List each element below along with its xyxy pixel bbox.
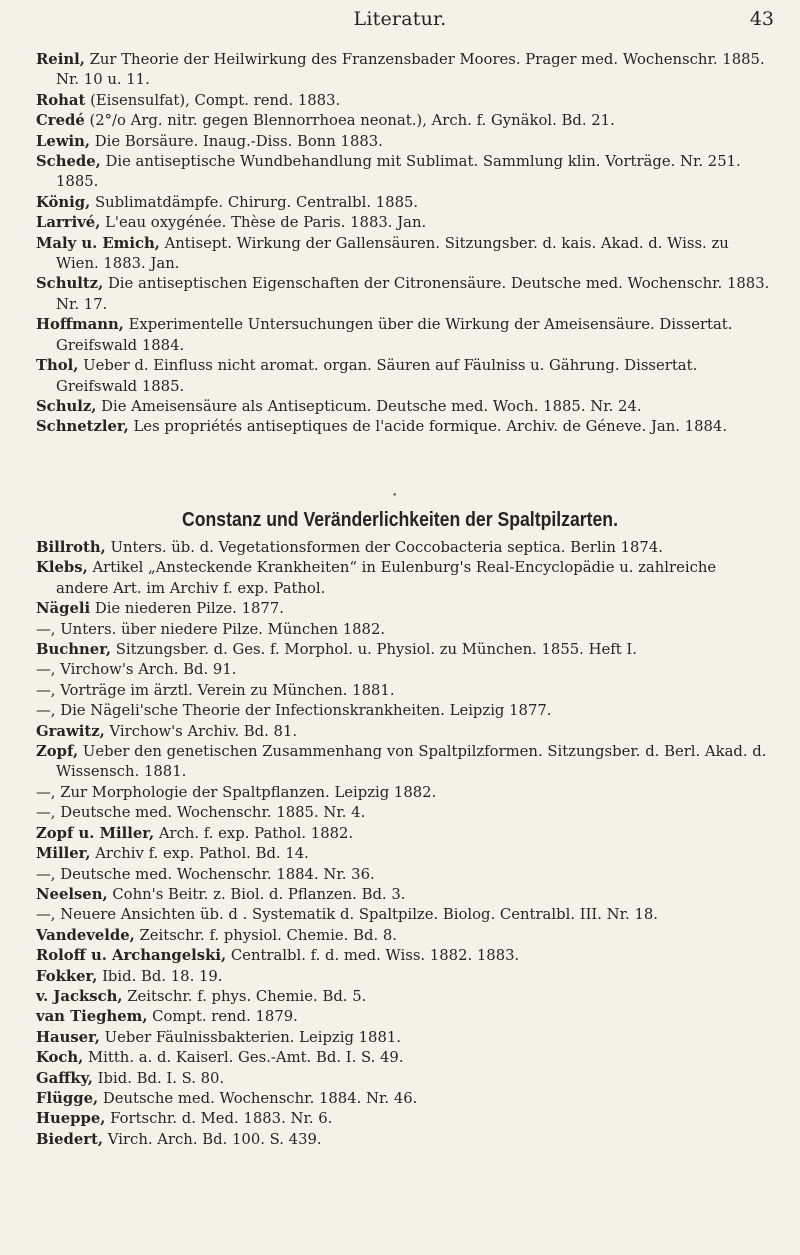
reference-entry	[36, 315, 772, 356]
reference-entry	[36, 967, 772, 987]
reference-text: Artikel „Ansteckende Krankheiten“ in Eulenburg's Real-Encyclopädie u. zahlreiche andere Art. im Archiv f. exp. Pathol.	[56, 559, 717, 597]
reference-author: Schulz,	[36, 397, 97, 415]
reference-entry	[36, 701, 772, 721]
reference-author: Maly u. Emich,	[36, 234, 160, 252]
reference-text: Deutsche med. Wochenschr. 1884. Nr. 46.	[98, 1089, 418, 1107]
reference-text: Sublimatdämpfe. Chirurg. Centralbl. 1885.	[90, 193, 419, 211]
reference-author: Reinl,	[36, 51, 85, 68]
reference-author: Hueppe,	[36, 1110, 106, 1128]
page-number: 43	[749, 8, 774, 30]
reference-text: —, Virchow's Arch. Bd. 91.	[36, 661, 237, 679]
reference-author: Fokker,	[36, 967, 98, 985]
reference-author: Schede,	[36, 153, 101, 171]
reference-text: Zeitschr. f. physiol. Chemie. Bd. 8.	[134, 926, 397, 944]
reference-text: Compt. rend. 1879.	[147, 1008, 298, 1026]
reference-text: Antisept. Wirkung der Gallensäuren. Sitzungsber. d. kais. Akad. d. Wiss. zu Wien. 1883. Jan.	[56, 234, 729, 273]
reference-entry	[36, 885, 772, 905]
reference-text: —, Vorträge im ärztl. Verein zu München. 1881.	[36, 681, 395, 699]
reference-author: Thol,	[36, 357, 79, 375]
reference-text: Ueber d. Einfluss nicht aromat. organ. Säuren auf Fäulniss u. Gährung. Dissertat. Greifswald 1885.	[56, 357, 698, 395]
reference-text: —, Zur Morphologie der Spaltpflanzen. Leipzig 1882.	[36, 783, 437, 801]
reference-author: Koch,	[36, 1049, 84, 1067]
running-title: Literatur.	[353, 8, 447, 30]
reference-author: Miller,	[36, 845, 91, 863]
reference-text: Fortschr. d. Med. 1883. Nr. 6.	[105, 1110, 333, 1128]
reference-text: —, Deutsche med. Wochenschr. 1884. Nr. 36.	[36, 865, 375, 883]
reference-entry	[36, 1007, 772, 1027]
reference-text: Die niederen Pilze. 1877.	[90, 600, 284, 618]
reference-author: v. Jacksch,	[36, 987, 123, 1005]
reference-text: Unters. üb. d. Vegetationsformen der Coccobacteria septica. Berlin 1874.	[105, 539, 663, 556]
reference-entry	[36, 844, 772, 864]
reference-text: Ueber den genetischen Zusammenhang von Spaltpilzformen. Sitzungsber. d. Berl. Akad. d. Wissensch. 1881.	[56, 743, 767, 781]
reference-entry	[36, 234, 772, 275]
reference-entry	[36, 111, 772, 131]
reference-text: Die Borsäure. Inaug.-Diss. Bonn 1883.	[90, 132, 383, 150]
reference-entry	[36, 783, 772, 803]
reference-entry	[36, 865, 772, 885]
reference-text: Les propriétés antiseptiques de l'acide formique. Archiv. de Géneve. Jan. 1884.	[128, 418, 728, 436]
reference-author: Hauser,	[36, 1028, 100, 1046]
reference-author: Biedert,	[36, 1130, 104, 1148]
reference-text: Ibid. Bd. 18. 19.	[97, 967, 223, 985]
reference-text: Ibid. Bd. I. S. 80.	[92, 1069, 225, 1087]
reference-entry	[36, 1028, 772, 1048]
reference-author: Hoffmann,	[36, 316, 124, 334]
reference-entry	[36, 91, 772, 111]
reference-entry	[36, 681, 772, 701]
reference-entry	[36, 193, 772, 213]
reference-text: Virchow's Archiv. Bd. 81.	[104, 722, 298, 740]
reference-entry	[36, 742, 772, 783]
reference-author: Lewin,	[36, 132, 91, 150]
reference-author: Zopf u. Miller,	[36, 824, 155, 842]
reference-text: L'eau oxygénée. Thèse de Paris. 1883. Jan.	[100, 214, 427, 232]
page-header	[0, 8, 800, 38]
reference-entry	[36, 640, 772, 660]
reference-entry	[36, 132, 772, 152]
reference-text: Mitth. a. d. Kaiserl. Ges.-Amt. Bd. I. S. 49.	[83, 1049, 404, 1067]
reference-text: (2°/o Arg. nitr. gegen Blennorrhoea neonat.), Arch. f. Gynäkol. Bd. 21.	[84, 112, 615, 130]
reference-text: —, Neuere Ansichten üb. d . Systematik d. Spaltpilze. Biolog. Centralbl. III. Nr. 18.	[36, 906, 658, 924]
reference-author: Rohat	[36, 91, 86, 109]
reference-author: Nägeli	[36, 600, 91, 618]
reference-text: Sitzungsber. d. Ges. f. Morphol. u. Physiol. zu München. 1855. Heft I.	[111, 641, 637, 659]
reference-author: Credé	[36, 112, 85, 130]
reference-text: —, Deutsche med. Wochenschr. 1885. Nr. 4.	[36, 804, 366, 822]
reference-entry	[36, 213, 772, 233]
reference-text: Die Ameisensäure als Antisepticum. Deutsche med. Woch. 1885. Nr. 24.	[96, 397, 642, 415]
reference-author: Gaffky,	[36, 1069, 93, 1087]
reference-author: van Tieghem,	[36, 1008, 148, 1026]
reference-text: —, Unters. über niedere Pilze. München 1882.	[36, 620, 386, 638]
reference-entry	[36, 803, 772, 823]
reference-entry	[36, 722, 772, 742]
reference-list-bottom	[36, 538, 772, 1150]
reference-text: —, Die Nägeli'sche Theorie der Infectionskrankheiten. Leipzig 1877.	[36, 702, 552, 720]
reference-entry	[36, 660, 772, 680]
reference-entry	[36, 274, 772, 315]
reference-text: Zur Theorie der Heilwirkung des Franzensbader Moores. Prager med. Wochenschr. 1885. Nr. 10 u. 11.	[56, 51, 765, 89]
reference-entry	[36, 1069, 772, 1089]
reference-author: Klebs,	[36, 559, 88, 577]
reference-author: Buchner,	[36, 641, 112, 659]
reference-text: Centralbl. f. d. med. Wiss. 1882. 1883.	[226, 947, 520, 965]
reference-author: König,	[36, 193, 91, 211]
reference-entry	[36, 987, 772, 1007]
reference-text: Arch. f. exp. Pathol. 1882.	[154, 824, 354, 842]
reference-entry	[36, 538, 772, 558]
reference-entry	[36, 152, 772, 193]
reference-text: Die antiseptische Wundbehandlung mit Sublimat. Sammlung klin. Vorträge. Nr. 251. 1885.	[56, 153, 741, 191]
reference-text: Ueber Fäulnissbakterien. Leipzig 1881.	[99, 1028, 401, 1046]
reference-author: Flügge,	[36, 1089, 99, 1107]
reference-author: Billroth,	[36, 539, 106, 556]
separator-mark: •	[392, 491, 398, 501]
reference-entry	[36, 926, 772, 946]
reference-entry	[36, 1130, 772, 1150]
reference-entry	[36, 50, 772, 91]
reference-author: Larrivé,	[36, 214, 101, 232]
reference-entry	[36, 397, 772, 417]
reference-author: Roloff u. Archangelski,	[36, 947, 227, 965]
reference-entry	[36, 417, 772, 437]
reference-entry	[36, 558, 772, 599]
section-heading: Constanz und Veränderlichkeiten der Spaltpilzarten.	[182, 508, 618, 531]
reference-entry	[36, 1109, 772, 1129]
reference-entry	[36, 946, 772, 966]
reference-author: Vandevelde,	[36, 926, 135, 944]
reference-text: Experimentelle Untersuchungen über die Wirkung der Ameisensäure. Dissertat. Greifswald 1884.	[56, 316, 733, 354]
reference-author: Schultz,	[36, 275, 104, 293]
reference-entry	[36, 599, 772, 619]
reference-entry	[36, 824, 772, 844]
reference-entry	[36, 1048, 772, 1068]
reference-author: Neelsen,	[36, 885, 108, 903]
reference-entry	[36, 356, 772, 397]
reference-text: Virch. Arch. Bd. 100. S. 439.	[103, 1130, 322, 1148]
reference-entry	[36, 1089, 772, 1109]
reference-text: Archiv f. exp. Pathol. Bd. 14.	[90, 845, 309, 863]
reference-list-top	[36, 50, 772, 438]
reference-text: Cohn's Beitr. z. Biol. d. Pflanzen. Bd. 3.	[107, 885, 406, 903]
reference-text: Die antiseptischen Eigenschaften der Citronensäure. Deutsche med. Wochenschr. 1883. Nr. 17.	[56, 275, 770, 313]
reference-author: Schnetzler,	[36, 418, 129, 436]
reference-entry	[36, 905, 772, 925]
reference-author: Zopf,	[36, 743, 79, 761]
reference-text: (Eisensulfat), Compt. rend. 1883.	[85, 91, 341, 109]
reference-author: Grawitz,	[36, 722, 105, 740]
reference-entry	[36, 620, 772, 640]
reference-text: Zeitschr. f. phys. Chemie. Bd. 5.	[122, 987, 367, 1005]
